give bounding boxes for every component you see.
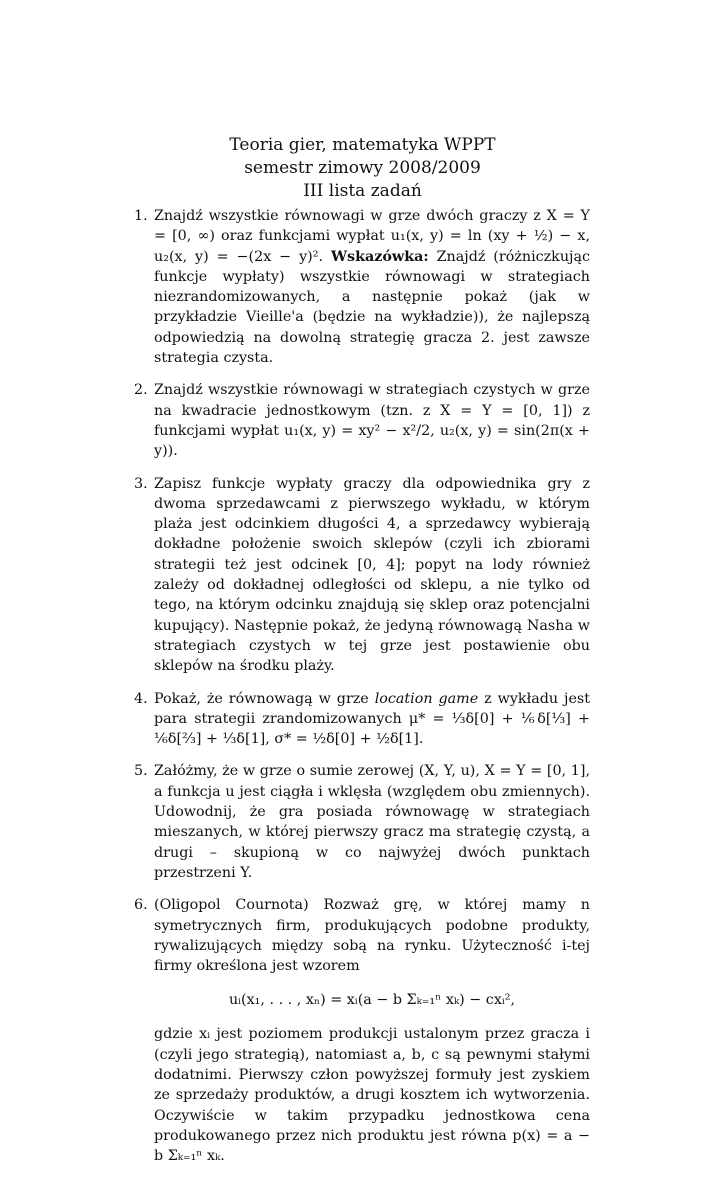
document-header <box>0 134 725 203</box>
problem-number: 6. <box>134 897 148 914</box>
problem-5-text: Załóżmy, że w grze o sumie zerowej (X, Y, u), X = Y = [0, 1], a funkcja u jest ciągła i wklęsła (względem obu zmiennych). Udowodnij, że gra posiada równowagę w strategiach mieszanych, w której pierwszy gracz ma strategię czystą, a drugi – skupioną w co najwyżej dwóch punktach przestrzeni Y. <box>154 763 590 881</box>
problem-1-text: Znajdź wszystkie równowagi w grze dwóch graczy z X = Y = [0, ∞) oraz funkcjami wypłat u₁(x, y) = ln (xy + ½) − x, u₂(x, y) = −(2x − y)². <box>154 208 590 265</box>
problem-2 <box>134 380 590 461</box>
title-line-2: semestr zimowy 2008/2009 <box>244 158 481 178</box>
hint-label: Wskazówka: <box>330 248 429 265</box>
hint-text: Znajdź (różniczkując funkcje wypłaty) wszystkie równowagi w strategiach niezrandomizowanych, a następnie pokaż (jak w przykładzie Vieille'a (będzie na wykładzie)), że najlepszą odpowiedzią na dowolną strategię gracza 2. jest zawsze strategia czysta. <box>154 248 591 367</box>
problem-6 <box>134 895 590 1166</box>
problem-number: 4. <box>134 690 148 707</box>
problem-6-text: (Oligopol Cournota) Rozważ grę, w której mamy n symetrycznych firm, produkujących podobne produkty, rywalizujących między sobą na rynku. Użyteczność i-tej firmy określona jest wzorem <box>154 897 590 975</box>
problem-number: 5. <box>134 763 148 780</box>
problem-2-text: Znajdź wszystkie równowagi w strategiach czystych w grze na kwadracie jednostkowym (tzn. z X = Y = [0, 1]) z funkcjami wypłat u₁(x, y) = xy² − x²/2, u₂(x, y) = sin(2π(x + y)). <box>154 382 590 460</box>
problem-3 <box>134 474 590 677</box>
title-line-1: Teoria gier, matematyka WPPT <box>229 135 496 155</box>
cournot-formula: uᵢ(x₁, . . . , xₙ) = xᵢ(a − b Σₖ₌₁ⁿ xₖ) − cxᵢ², <box>228 992 516 1009</box>
problem-list <box>134 206 590 1178</box>
title-line-3: III lista zadań <box>303 181 422 201</box>
problem-number: 1. <box>134 208 148 224</box>
problem-4 <box>134 689 590 750</box>
problem-6-text-after: gdzie xᵢ jest poziomem produkcji ustalonym przez gracza i (czyli jego strategią), natomiast a, b, c są pewnymi stałymi dodatnimi. Pierwszy człon powyższej formuły jest zyskiem ze sprzedaży produktów, a drugi kosztem ich wytworzenia. Oczywiście w takim przypadku jednostkowa cena produkowanego przez nich produktu jest równa p(x) = a − b Σₖ₌₁ⁿ xₖ. <box>154 1026 590 1165</box>
problem-number: 2. <box>134 382 148 399</box>
problem-4-emphasis: location game <box>374 690 479 707</box>
problem-3-text: Zapisz funkcje wypłaty graczy dla odpowiednika gry z dwoma sprzedawcami z pierwszego wykładu, w którym plaża jest odcinkiem długości 4, a sprzedawcy wybierają dokładne położenie swoich sklepów (czyli ich zbiorami strategii też jest odcinek [0, 4]; popyt na lody również zależy od dokładnej odległości od sklepu, a nie tylko od tego, na którym odcinku znajdują się sklep oraz potencjalni kupujący). Następnie pokaż, że jedyną równowagą Nasha w strategiach czystych w tej grze jest postawienie obu sklepów na środku plaży. <box>154 475 590 675</box>
problem-4-text-b: z wykładu jest para strategii zrandomizowanych μ* = ⅓δ[0] + ⅙δ[⅓] + ⅙δ[⅔] + ⅓δ[1], σ* = ½δ[0] + ½δ[1]. <box>154 690 590 748</box>
problem-number: 3. <box>134 475 148 492</box>
problem-5 <box>134 761 590 883</box>
problem-4-text-a: Pokaż, że równowagą w grze <box>154 690 369 707</box>
problem-1 <box>134 206 590 368</box>
